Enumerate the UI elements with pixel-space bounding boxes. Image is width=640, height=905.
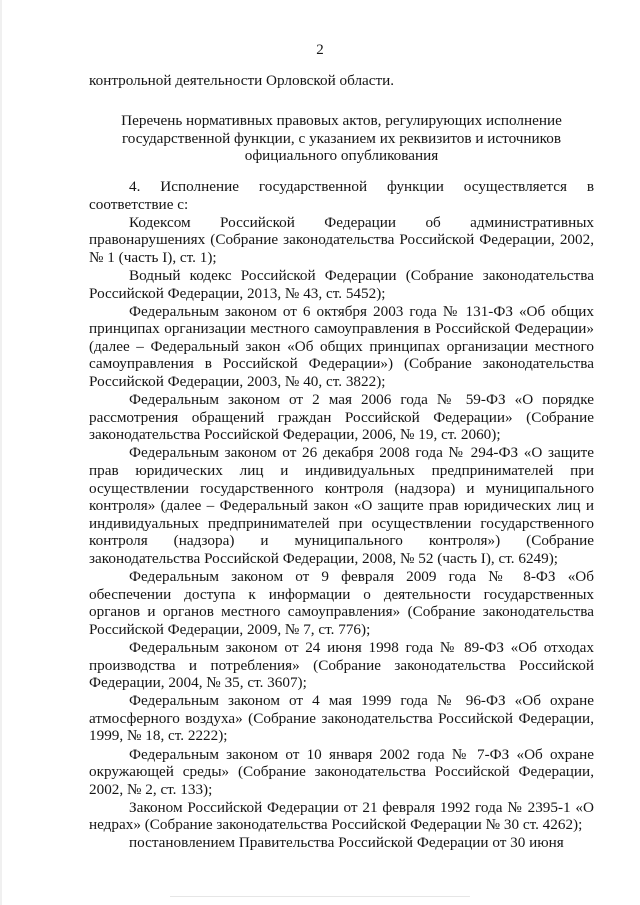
legal-acts-list [89, 178, 594, 853]
paragraph-fz-96: Федеральным законом от 4 мая 1999 года № 96-ФЗ «Об охране атмосферного воздуха» (Собрание законодательства Российской Федерации, 1999, № 18, ст. 2222); [89, 692, 594, 745]
heading-line-3: официального опубликования [244, 147, 439, 165]
intro-line: контрольной деятельности Орловской области. [89, 72, 395, 89]
paragraph-fz-89: Федеральным законом от 24 июня 1998 года № 89-ФЗ «Об отходах производства и потребления» (Собрание законодательства Российской Федерации, 2004, № 35, ст. 3607); [89, 638, 594, 692]
page-number: 2 [316, 42, 324, 58]
scan-edge [0, 0, 2, 905]
paragraph-fz-59: Федеральным законом от 2 мая 2006 года № 59-ФЗ «О порядке рассмотрения обращений граждан Российской Федерации» (Собрание законодательства Российской Федерации, 2006, № 19, ст. 2060); [89, 391, 594, 444]
paragraph-subsoil-law: Законом Российской Федерации от 21 февраля 1992 года № 2395-1 «О недрах» (Собрание законодательства Российской Федерации № 30 ст. 4262); [89, 798, 594, 834]
paragraph-water-code: Водный кодекс Российской Федерации (Собрание законодательства Российской Федерации, 2013, № 43, ст. 5452); [89, 266, 594, 302]
heading-line-1: Перечень нормативных правовых актов, регулирующих исполнение [121, 112, 562, 129]
paragraph-fz-8: Федеральным законом от 9 февраля 2009 года № 8-ФЗ «Об обеспечении доступа к информации о деятельности государственных органов и органов местного самоуправления» (Собрание законодательства Российской Федерации, 2009, № 7, ст. 776); [89, 568, 594, 638]
paragraph-fz-7: Федеральным законом от 10 января 2002 года № 7-ФЗ «Об охране окружающей среды» (Собрание законодательства Российской Федерации, 2002, № 2, ст. 133); [89, 745, 594, 798]
paragraph-government-decree: постановлением Правительства Российской Федерации от 30 июня [129, 834, 564, 852]
paragraph-fz-131: Федеральным законом от 6 октября 2003 года № 131-ФЗ «Об общих принципах организации местного самоуправления в Российской Федерации» (далее – Федеральный закон «Об общих принципах организации местного самоуправления в Российской Федерации») (Собрание законодательства Российской Федерации, 2003, № 40, ст. 3822); [89, 302, 594, 391]
paragraph-clause-4: 4. Исполнение государственной функции осуществляется в соответствие с: [89, 178, 594, 213]
heading-line-2: государственной функции, с указанием их реквизитов и источников [121, 129, 562, 147]
paragraph-fz-294: Федеральным законом от 26 декабря 2008 года № 294-ФЗ «О защите прав юридических лиц и индивидуальных предпринимателей при осуществлении государственного контроля (надзора) и муниципального контроля» (далее – Федеральный закон «О защите прав юридических лиц и индивидуальных предпринимателей при осуществлении государственного контроля (надзора) и муниципального контроля») (Собрание законодательства Российской Федерации, 2008, № 52 (часть I), ст. 6249); [89, 444, 594, 567]
scan-artifact-line [170, 896, 470, 897]
section-heading [89, 112, 594, 165]
paragraph-koap: Кодексом Российской Федерации об административных правонарушениях (Собрание законодательства Российской Федерации, 2002, № 1 (часть I), ст. 1); [89, 213, 594, 266]
